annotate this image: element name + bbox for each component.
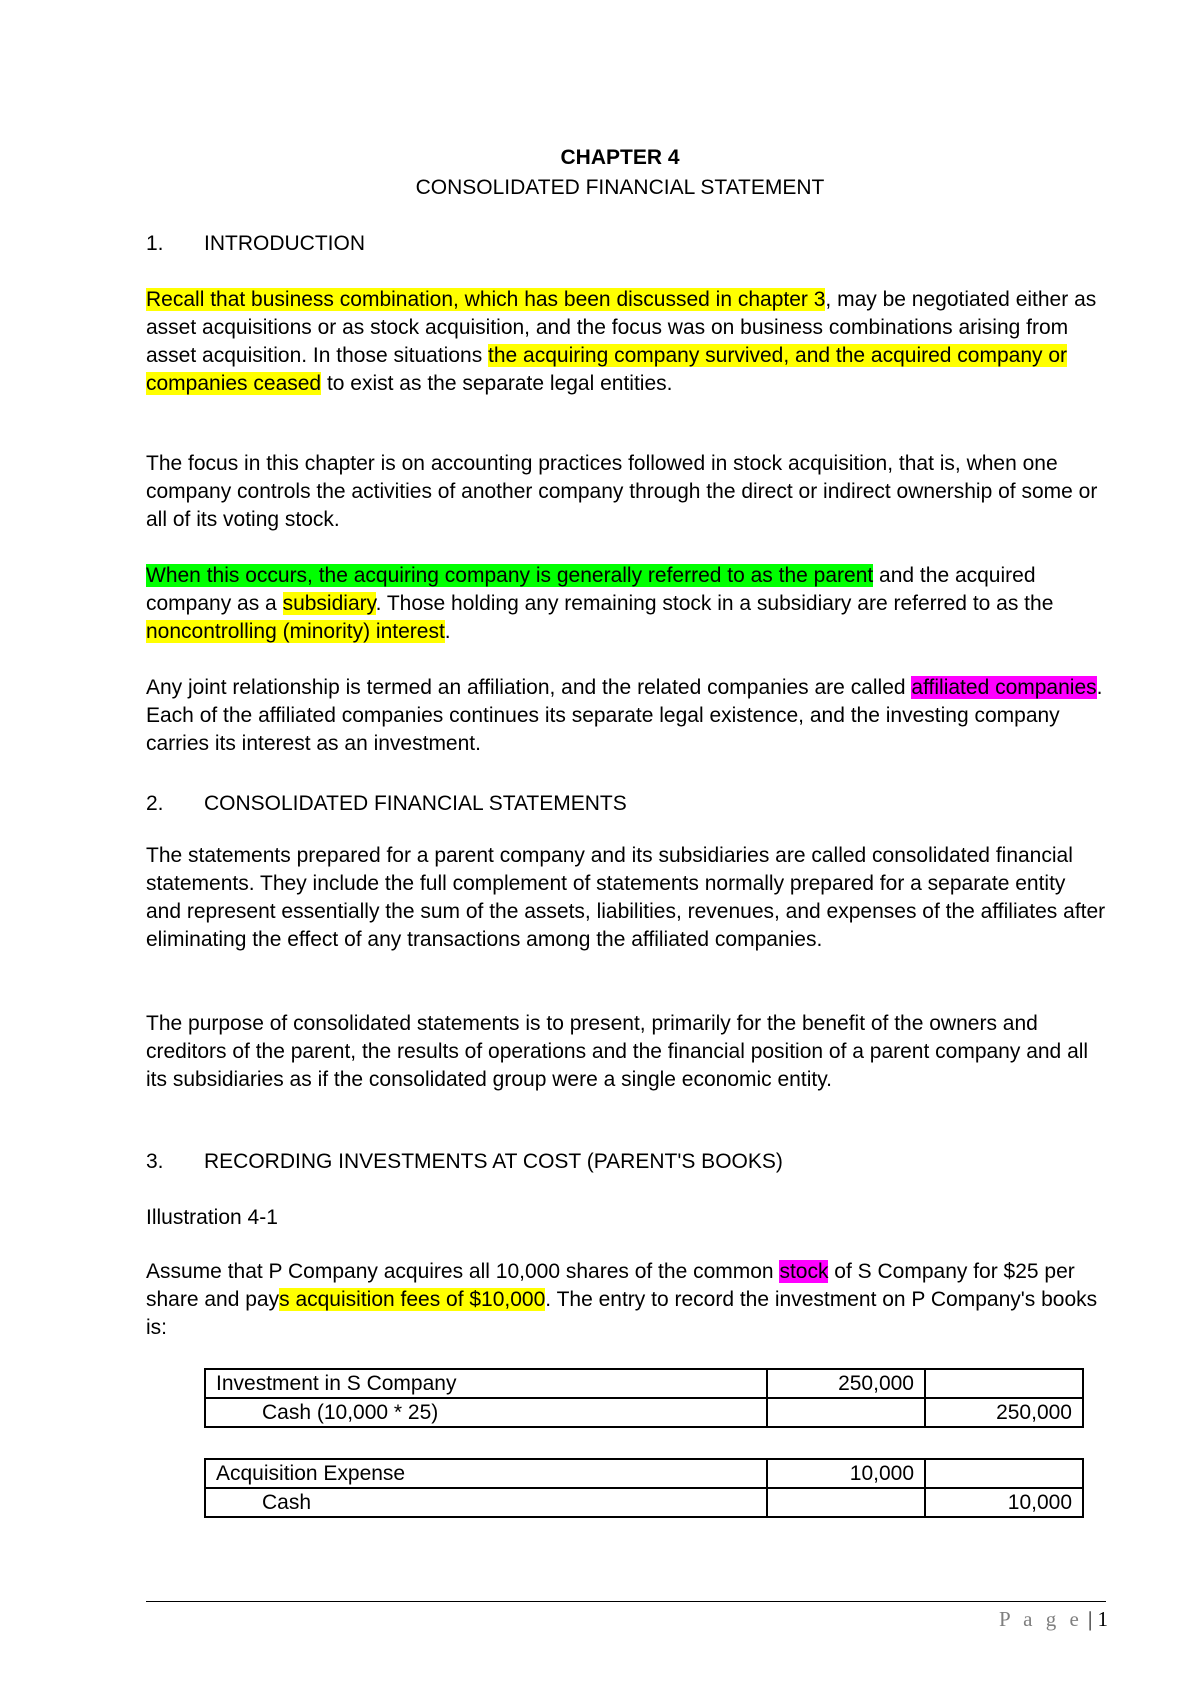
- cfs-paragraph-2: [146, 1010, 1106, 1094]
- text: Any joint relationship is termed an affiliation, and the related companies are called: [146, 676, 912, 699]
- journal-entry-acquisition-expense: [204, 1458, 1084, 1518]
- highlight-yellow: Recall that business combination, which has been discussed in chapter 3: [146, 288, 826, 311]
- cfs-paragraph-1: [146, 842, 1106, 954]
- table-row: [205, 1369, 1083, 1398]
- section-heading-introduction: [146, 232, 365, 256]
- account-cell: Cash (10,000 * 25): [205, 1398, 767, 1427]
- highlight-green: When this occurs, the acquiring company is generally referred to as the parent: [146, 564, 874, 587]
- highlight-yellow: s acquisition fees of $10,000: [279, 1288, 546, 1311]
- debit-cell: [767, 1488, 925, 1517]
- text: , may be negotiated either as asset acquisitions or as stock acquisition, and the focus was on business combinations arising from asset acquisition. In those situations: [146, 288, 1097, 367]
- section-title: INTRODUCTION: [204, 232, 365, 255]
- section-title: RECORDING INVESTMENTS AT COST (PARENT'S BOOKS): [204, 1150, 783, 1173]
- debit-cell: [767, 1398, 925, 1427]
- account-cell: Investment in S Company: [205, 1369, 767, 1398]
- account-cell: Acquisition Expense: [205, 1459, 767, 1488]
- credit-cell: [925, 1459, 1083, 1488]
- journal-entry-investment: [204, 1368, 1084, 1428]
- text: and the acquired company as a: [146, 564, 1036, 615]
- text: . Each of the affiliated companies continues its separate legal existence, and the investing company carries its interest as an investment.: [146, 676, 1103, 755]
- chapter-title: CHAPTER 4: [560, 146, 680, 169]
- intro-paragraph-2: [146, 450, 1106, 534]
- text: to exist as the separate legal entities.: [321, 372, 673, 395]
- text: . Those holding any remaining stock in a subsidiary are referred to as the: [375, 592, 1054, 615]
- table-row: [205, 1488, 1083, 1517]
- highlight-magenta: affiliated companies: [911, 676, 1097, 699]
- page-footer: [999, 1607, 1108, 1632]
- highlight-yellow: noncontrolling (minority) interest: [146, 620, 445, 643]
- footer-divider: [146, 1601, 1106, 1602]
- text: The purpose of consolidated statements is to present, primarily for the benefit of the owners and creditors of the parent, the results of operations and the financial position of a parent company and all its subsidiaries as if the consolidated group were a single economic entity.: [146, 1012, 1089, 1091]
- debit-cell: 250,000: [767, 1369, 925, 1398]
- section-number: 3.: [146, 1150, 164, 1173]
- text: Illustration 4-1: [146, 1206, 278, 1229]
- highlight-yellow: the acquiring company survived, and the acquired company or companies ceased: [146, 344, 1068, 395]
- text: The statements prepared for a parent company and its subsidiaries are called consolidated financial statements. They include the full complement of statements normally prepared for a separate entity and represent essentially the sum of the assets, liabilities, revenues, and expenses of the affiliates after eliminating the effect of any transactions among the affiliated companies.: [146, 844, 1106, 951]
- section-heading-recording-investments: [146, 1150, 783, 1174]
- section-number: 1.: [146, 232, 164, 255]
- intro-paragraph-4: [146, 674, 1106, 758]
- text: Assume that P Company acquires all 10,000 shares of the common: [146, 1260, 780, 1283]
- illustration-label: [146, 1204, 1106, 1232]
- credit-cell: [925, 1369, 1083, 1398]
- credit-cell: 250,000: [925, 1398, 1083, 1427]
- highlight-yellow: subsidiary: [282, 592, 376, 615]
- account-cell: Cash: [205, 1488, 767, 1517]
- table-row: [205, 1398, 1083, 1427]
- page-separator: |: [1082, 1607, 1098, 1631]
- intro-paragraph-3: [146, 562, 1106, 646]
- section-number: 2.: [146, 792, 164, 815]
- section-title: CONSOLIDATED FINANCIAL STATEMENTS: [204, 792, 627, 815]
- credit-cell: 10,000: [925, 1488, 1083, 1517]
- text: . The entry to record the investment on P Company's books is:: [146, 1288, 1098, 1339]
- text: The focus in this chapter is on accounting practices followed in stock acquisition, that is, when one company controls the activities of another company through the direct or indirect ownership of some or all of its voting stock.: [146, 452, 1098, 531]
- page-label: P a g e: [998, 1607, 1083, 1631]
- intro-paragraph-1: [146, 286, 1106, 398]
- highlight-magenta: stock: [779, 1260, 829, 1283]
- table-row: [205, 1459, 1083, 1488]
- page-number: 1: [1097, 1607, 1108, 1631]
- text: of S Company for $25 per share and pay: [146, 1260, 1075, 1311]
- chapter-subtitle: CONSOLIDATED FINANCIAL STATEMENT: [415, 176, 825, 199]
- section-heading-consolidated-statements: [146, 792, 627, 816]
- recording-paragraph: [146, 1258, 1106, 1342]
- text: .: [444, 620, 451, 643]
- debit-cell: 10,000: [767, 1459, 925, 1488]
